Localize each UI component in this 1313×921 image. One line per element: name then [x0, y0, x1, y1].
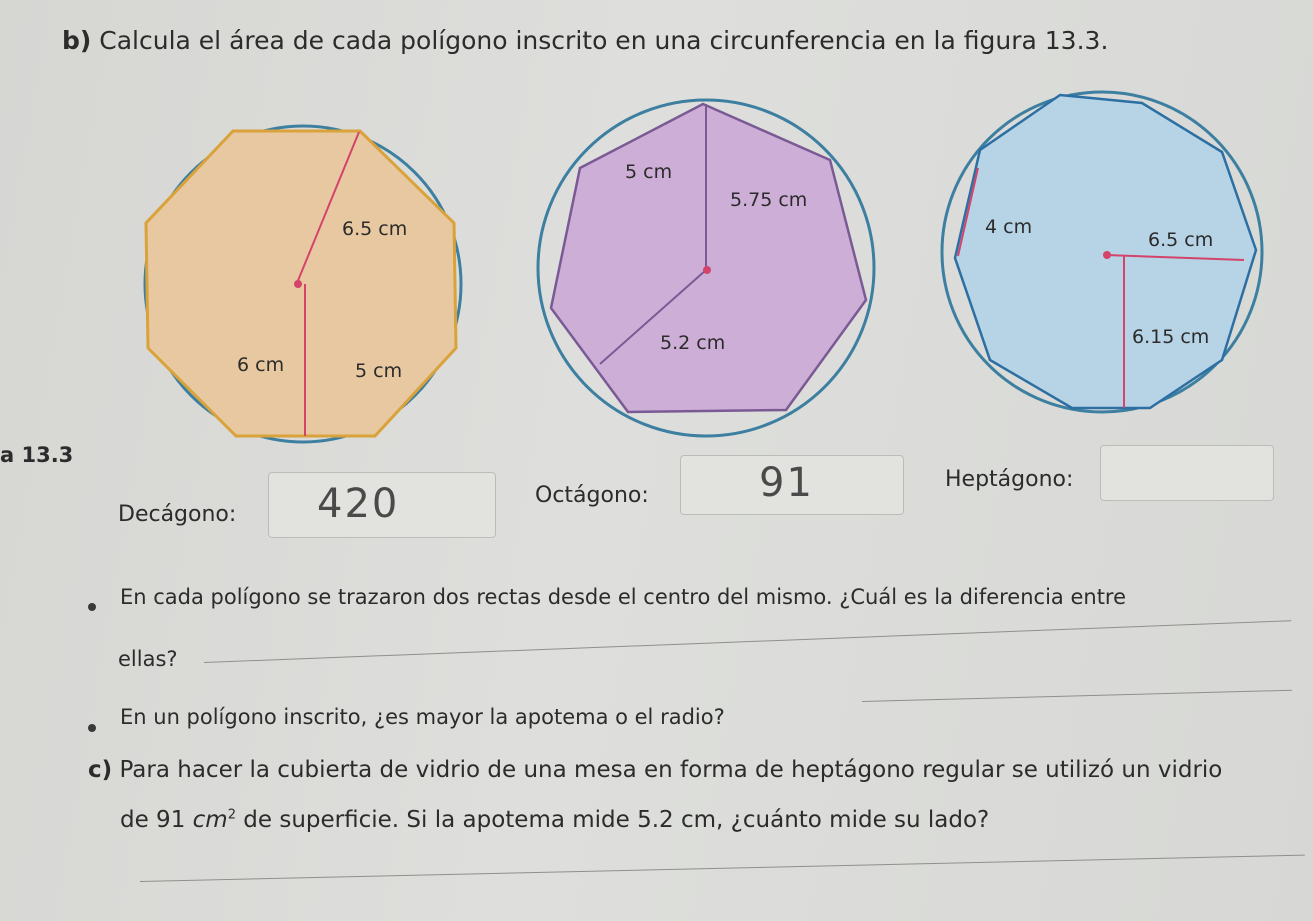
- octagon-center-dot: [1103, 251, 1111, 259]
- question-c-line-2: [120, 807, 989, 833]
- bullet-1-line-2: ellas?: [118, 647, 178, 671]
- question-b-text: Calcula el área de cada polígono inscrito en una circunferencia en la figura 13.3.: [99, 26, 1109, 55]
- decagon-answer-box[interactable]: [268, 472, 496, 538]
- decagon-center-dot: [294, 280, 302, 288]
- octagon-answer-box[interactable]: [680, 455, 904, 515]
- decagon-side-label: 6 cm: [237, 354, 285, 376]
- octagon-apothem-label: 6.15 cm: [1132, 326, 1210, 348]
- figure-caption: a 13.3: [0, 443, 74, 467]
- heptagon-apothem-label: 5.2 cm: [660, 332, 726, 354]
- octagon-radius-label: 6.5 cm: [1148, 229, 1214, 251]
- decagon-answer-label: Decágono:: [118, 502, 237, 527]
- heptagon-side-label: 5 cm: [625, 161, 673, 183]
- figure-13-3: [0, 0, 1313, 460]
- heptagon-figure: [538, 100, 874, 436]
- octagon-side-label: 4 cm: [985, 216, 1033, 238]
- question-c-unit: cm: [192, 807, 228, 833]
- question-c-line-1: [88, 757, 1222, 783]
- decagon-figure: [145, 126, 461, 442]
- octagon-answer-label: Octágono:: [535, 483, 649, 508]
- heptagon-answer-label: Heptágono:: [945, 467, 1074, 492]
- bullet-dot: [88, 724, 96, 732]
- bullet-2-answer-line[interactable]: [862, 690, 1292, 702]
- octagon-figure: [942, 92, 1262, 412]
- bullet-1-answer-line[interactable]: [204, 620, 1291, 663]
- question-c-text-2-post: de superficie. Si la apotema mide 5.2 cm, ¿cuánto mide su lado?: [235, 807, 990, 833]
- question-c-text-1: Para hacer la cubierta de vidrio de una mesa en forma de heptágono regular se utilizó un vidrio: [119, 757, 1223, 783]
- bullet-dot: [88, 603, 96, 611]
- bullet-2-line-1: En un polígono inscrito, ¿es mayor la apotema o el radio?: [120, 705, 725, 729]
- decagon-radius-label: 6.5 cm: [342, 218, 408, 240]
- heptagon-center-dot: [703, 266, 711, 274]
- bullet-1-line-1: En cada polígono se trazaron dos rectas desde el centro del mismo. ¿Cuál es la diferencia entre: [120, 585, 1127, 609]
- heptagon-answer-box[interactable]: [1100, 445, 1274, 501]
- decagon-answer-value: 420: [317, 481, 400, 527]
- heptagon-radius-label: 5.75 cm: [730, 189, 808, 211]
- heptagon-shape: [551, 104, 866, 412]
- octagon-answer-value: 91: [759, 460, 814, 506]
- question-c-letter: c): [88, 757, 113, 783]
- question-c-exponent: 2: [227, 807, 236, 823]
- question-c-answer-line[interactable]: [140, 855, 1305, 882]
- question-b-letter: b): [62, 26, 92, 55]
- decagon-apothem-label: 5 cm: [355, 360, 403, 382]
- question-c-text-2-pre: de 91: [120, 807, 186, 833]
